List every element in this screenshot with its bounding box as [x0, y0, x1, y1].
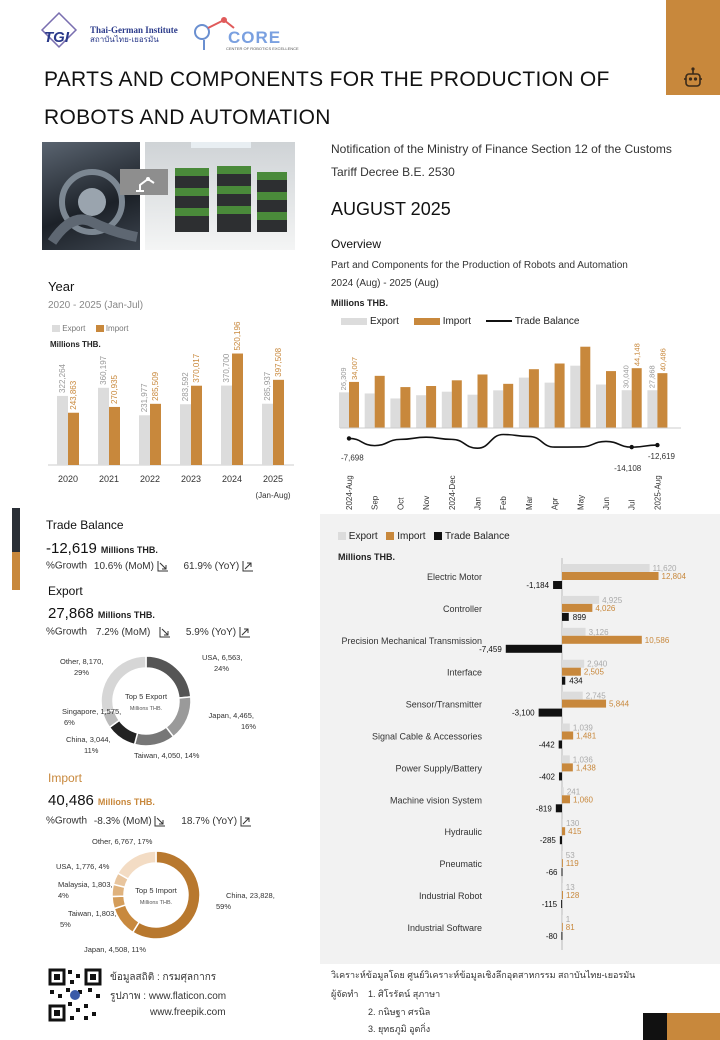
corner-badge	[666, 0, 720, 95]
label-taiwan: Taiwan, 4,050, 14%	[134, 751, 200, 760]
export-unit: Millions THB.	[97, 610, 155, 620]
core-logo-text: CORE	[228, 28, 282, 47]
label-balance-industrial-software: -80	[545, 931, 558, 941]
x-tick-Apr: Apr	[550, 497, 560, 510]
x-tick-May: May	[576, 494, 586, 510]
bar-import-hydraulic	[562, 827, 565, 835]
category-industrial-software: Industrial Software	[407, 922, 482, 933]
slice-other	[101, 656, 146, 713]
bar-export-2025-Aug	[647, 390, 657, 428]
bar-export-Mar	[519, 378, 529, 428]
category-sensor-transmitter: Sensor/Transmitter	[405, 699, 482, 710]
bar-export-Feb	[493, 390, 503, 428]
bar-balance-industrial-robot	[561, 900, 562, 908]
bar-export-2024-Aug	[339, 392, 349, 428]
bar-import-2023	[191, 386, 202, 465]
label-balance-2025-Aug: -12,619	[647, 452, 675, 462]
bar-import-controller	[562, 604, 592, 612]
label-balance-pneumatic: -66	[545, 868, 558, 878]
report-month: AUGUST 2025	[331, 199, 451, 219]
label-china-line1: China, 23,828,	[226, 891, 275, 900]
legend-export-swatch	[341, 318, 367, 325]
category-electric-motor: Electric Motor	[426, 572, 482, 582]
trend-down-icon	[157, 560, 169, 572]
export-partners-donut	[40, 648, 270, 768]
label-export-signal-cable-accessories: 1,039	[572, 723, 593, 733]
export-mom: 7.2% (MoM)	[95, 626, 151, 638]
bar-export-2022	[139, 415, 150, 465]
label-import-2021: 270,935	[110, 375, 119, 404]
x-tick-2022: 2022	[139, 474, 161, 484]
trend-up-icon	[239, 626, 251, 638]
label-export-2025: 285,937	[263, 371, 272, 401]
label-balance-sensor-transmitter: -3,100	[511, 708, 535, 718]
label-singapore-line2: 6%	[64, 718, 75, 727]
overview-subtitle-1: Part and Components for the Production of Robots and Automation	[331, 260, 628, 271]
label-export-machine-vision-system: 241	[566, 787, 581, 797]
category-interface: Interface	[446, 667, 482, 678]
label-taiwan-line1: Taiwan, 1,803,	[68, 909, 117, 918]
bar-export-Nov	[416, 395, 426, 428]
trade-balance-point-2024-Aug	[347, 436, 351, 440]
label-china-line1: China, 3,044,	[66, 735, 111, 744]
label-export-2022: 231,977	[140, 383, 149, 413]
bar-balance-precision-mechanical-transmission	[506, 645, 562, 653]
label-balance-controller: 899	[572, 612, 587, 622]
label-japan: Japan, 4,508, 11%	[84, 945, 146, 954]
bar-import-2024-Aug	[349, 382, 359, 428]
legend-import-label: Import	[442, 316, 472, 327]
label-import-industrial-robot: 128	[565, 891, 580, 900]
label-balance-interface: 434	[569, 676, 583, 686]
label-china-line2: 59%	[216, 902, 232, 911]
trade-balance-point-2025-Aug	[655, 443, 659, 447]
footer-image-credit-2: www.freepik.com	[150, 1007, 226, 1018]
trade-balance-growth-label: %Growth	[46, 560, 88, 572]
label-balance-electric-motor: -1,184	[526, 581, 550, 590]
bar-import-May	[580, 347, 590, 428]
trade-balance-growth	[46, 560, 254, 572]
monthly-trade-chart	[336, 332, 686, 512]
import-growth	[46, 815, 252, 827]
bar-import-2022	[150, 404, 161, 465]
year-legend	[52, 324, 129, 333]
products-legend-balance-label: Trade Balance	[444, 531, 510, 542]
bar-balance-electric-motor	[553, 581, 562, 589]
accent-bar-orange	[12, 552, 20, 590]
bar-balance-interface	[562, 677, 565, 685]
products-legend-export-label: Export	[348, 531, 378, 542]
label-export-industrial-software: 1	[565, 914, 571, 924]
label-export-2020: 322,264	[58, 364, 67, 393]
label-import-industrial-software: 81	[565, 922, 575, 932]
bar-import-Oct	[400, 387, 410, 428]
bar-export-industrial-software	[562, 915, 563, 923]
footer-block-dark	[643, 1013, 667, 1040]
bar-import-Apr	[555, 364, 565, 428]
year-legend-import-swatch	[96, 325, 104, 332]
label-other: Other, 6,767, 17%	[92, 837, 153, 846]
svg-text:TGI: TGI	[44, 29, 69, 46]
export-value: 27,868	[48, 605, 94, 622]
bar-balance-power-supply-battery	[559, 772, 562, 780]
bar-export-machine-vision-system	[562, 787, 564, 795]
core-subtitle: CENTER OF ROBOTICS EXCELLENCE	[226, 46, 299, 51]
bar-import-Nov	[426, 386, 436, 428]
label-import-machine-vision-system: 1,060	[572, 795, 594, 805]
legend-balance-label: Trade Balance	[514, 316, 580, 327]
label-import-hydraulic: 415	[568, 827, 582, 837]
category-industrial-robot: Industrial Robot	[418, 891, 482, 901]
import-donut-center-title: Top 5 Import	[135, 886, 177, 895]
bar-import-2025-Aug	[657, 373, 667, 428]
bar-export-Sep	[365, 393, 375, 428]
bar-export-Apr	[545, 383, 555, 428]
bar-import-precision-mechanical-transmission	[562, 636, 642, 644]
x-tick-Feb: Feb	[499, 496, 509, 510]
label-balance-signal-cable-accessories: -442	[538, 740, 555, 750]
slice-other	[118, 851, 156, 879]
bar-import-signal-cable-accessories	[562, 732, 573, 740]
label-export-industrial-robot: 13	[565, 883, 575, 892]
label-import-2025: 397,508	[274, 347, 283, 377]
x-tick-2023: 2023	[180, 474, 202, 484]
label-balance-industrial-robot: -115	[541, 900, 558, 909]
label-japan-line1: Japan, 4,465,	[208, 711, 254, 720]
x-tick-Oct: Oct	[396, 497, 406, 510]
label-export-2024: 370,700	[222, 353, 231, 383]
bar-export-2020	[57, 396, 68, 465]
bar-balance-signal-cable-accessories	[559, 741, 562, 749]
bar-export-signal-cable-accessories	[562, 724, 570, 732]
footer-producer-1: 1. ศิโรรัตน์ สุภาษา	[368, 989, 441, 999]
bar-export-2025	[262, 404, 273, 465]
export-donut-center-unit: Millions THB.	[129, 706, 163, 712]
label-import-2025-Aug: 40,486	[658, 348, 668, 372]
accent-bar-dark	[12, 508, 20, 552]
overview-legend	[341, 316, 579, 327]
trade-balance-yoy: 61.9% (YoY)	[183, 560, 240, 572]
label-usa-line2: 24%	[214, 664, 230, 673]
import-donut-center-unit: Millions THB.	[139, 900, 173, 906]
bar-export-Jan	[468, 395, 478, 428]
trade-balance-heading: Trade Balance	[46, 518, 124, 532]
products-legend	[338, 531, 510, 542]
label-other-line2: 29%	[74, 668, 90, 677]
label-balance-precision-mechanical-transmission: -7,459	[479, 644, 502, 654]
import-row	[48, 792, 155, 810]
products-chart	[320, 558, 720, 958]
label-taiwan-line2: 5%	[60, 920, 71, 929]
bar-import-Sep	[375, 376, 385, 428]
bar-import-2020	[68, 413, 79, 465]
label-singapore-line1: Singapore, 1,575,	[62, 707, 122, 716]
label-export-sensor-transmitter: 2,745	[585, 691, 606, 701]
label-export-power-supply-battery: 1,036	[572, 755, 593, 765]
label-export-interface: 2,940	[587, 659, 608, 669]
import-yoy: 18.7% (YoY)	[181, 815, 238, 827]
bar-import-Jun	[606, 371, 616, 428]
trade-balance-line	[349, 435, 657, 449]
label-malaysia-line2: 4%	[58, 891, 69, 900]
bar-export-industrial-robot	[562, 883, 563, 891]
label-balance-machine-vision-system: -819	[535, 804, 552, 814]
trend-up-icon	[242, 560, 254, 572]
bar-export-controller	[562, 596, 599, 604]
x-tick-Sep: Sep	[370, 495, 380, 510]
label-malaysia-line1: Malaysia, 1,803,	[58, 880, 113, 889]
products-panel	[320, 514, 720, 964]
bar-export-precision-mechanical-transmission	[562, 628, 586, 636]
year-range: 2020 - 2025 (Jan-Jul)	[48, 300, 144, 311]
label-balance-hydraulic: -285	[539, 836, 556, 846]
bar-import-Jan	[478, 374, 488, 428]
bar-balance-hydraulic	[560, 836, 562, 844]
label-other-line1: Other, 8,170,	[60, 657, 104, 666]
bar-import-machine-vision-system	[562, 795, 570, 803]
bar-import-pneumatic	[562, 859, 563, 867]
label-export-controller: 4,925	[602, 595, 623, 605]
core-logo	[190, 12, 299, 52]
import-growth-label: %Growth	[46, 815, 88, 827]
qr-code	[48, 968, 102, 1022]
bar-export-hydraulic	[562, 819, 563, 827]
bar-export-Jul	[622, 390, 632, 428]
category-pneumatic: Pneumatic	[439, 859, 482, 870]
slice-japan	[166, 697, 191, 737]
x-tick-Jul: Jul	[627, 499, 637, 510]
export-yoy: 5.9% (YoY)	[185, 626, 237, 638]
label-balance-power-supply-battery: -402	[538, 772, 555, 782]
category-machine-vision-system: Machine vision System	[389, 795, 482, 806]
bar-import-industrial-software	[562, 923, 563, 931]
year-legend-export-label: Export	[62, 324, 86, 333]
footer-analysis: วิเคราะห์ข้อมูลโดย ศูนย์วิเคราะห์ข้อมูลเชิงลึกอุตสาหกรรม สถาบันไทย-เยอรมัน	[331, 970, 636, 980]
footer-producer-2: 2. กนิษฐา ศรนิล	[368, 1007, 431, 1017]
bar-import-2024	[232, 354, 243, 465]
overview-subtitle-2: 2024 (Aug) - 2025 (Aug)	[331, 278, 439, 289]
category-controller: Controller	[442, 603, 482, 614]
x-tick-Mar: Mar	[524, 496, 534, 510]
page-title-line-1: PARTS AND COMPONENTS FOR THE PRODUCTION OF	[44, 68, 610, 91]
bar-export-electric-motor	[562, 564, 650, 572]
label-export-precision-mechanical-transmission: 3,126	[588, 627, 609, 637]
tgi-logo	[42, 16, 86, 50]
legend-export-label: Export	[370, 316, 399, 327]
footer-image-credit: รูปภาพ : www.flaticon.com	[110, 991, 227, 1002]
robot-arm-icon	[120, 169, 168, 195]
label-import-2024-Aug: 34,007	[350, 356, 359, 380]
institute-name-en: Thai-German Institute	[90, 25, 178, 35]
x-tick-2024-Dec: 2024-Dec	[447, 475, 457, 510]
trade-balance-mom: 10.6% (MoM)	[93, 560, 154, 572]
category-precision-mechanical-transmission: Precision Mechanical Transmission	[341, 635, 482, 646]
notification-line-2: Tariff Decree B.E. 2530	[331, 165, 455, 179]
trend-up-icon	[240, 815, 252, 827]
page-title-line-2: ROBOTS AND AUTOMATION	[44, 106, 331, 129]
bar-import-2024-Dec	[452, 380, 462, 428]
export-row	[48, 605, 155, 623]
label-import-pneumatic: 119	[565, 859, 579, 869]
year-unit: Millions THB.	[50, 340, 101, 349]
import-partners-donut	[40, 832, 280, 962]
x-tick-Jun: Jun	[602, 497, 611, 510]
label-balance-Jul: -14,108	[614, 464, 642, 474]
notification-line-1: Notification of the Ministry of Finance Section 12 of the Customs	[331, 142, 672, 156]
bar-import-Mar	[529, 369, 539, 428]
bar-export-pneumatic	[562, 851, 563, 859]
label-import-controller: 4,026	[595, 603, 616, 613]
footer-block-orange	[667, 1013, 720, 1040]
bar-import-2025	[273, 380, 284, 465]
footer-producers-label: ผู้จัดทำ	[331, 989, 359, 999]
bar-import-industrial-robot	[562, 891, 563, 899]
products-unit: Millions THB.	[338, 552, 395, 562]
category-power-supply-battery: Power Supply/Battery	[395, 763, 482, 774]
footer-producer-3: 3. ยุทธภูมิ อูตกิ่ง	[368, 1024, 431, 1034]
bar-balance-industrial-software	[561, 932, 562, 940]
products-legend-balance-swatch	[434, 532, 442, 540]
label-export-2025-Aug: 27,868	[647, 365, 657, 389]
year-legend-export-swatch	[52, 325, 60, 332]
x-tick-Jan: Jan	[473, 497, 483, 510]
x-tick-2024-Aug: 2024-Aug	[345, 475, 354, 510]
import-heading: Import	[48, 771, 83, 785]
bar-export-2023	[180, 404, 191, 465]
label-balance-2024-Aug: -7,698	[341, 453, 364, 463]
bar-export-2024-Dec	[442, 392, 452, 428]
label-usa: USA, 1,776, 4%	[56, 862, 110, 871]
export-donut-center-title: Top 5 Export	[124, 692, 168, 701]
bar-import-power-supply-battery	[562, 763, 573, 771]
label-export-2021: 360,197	[99, 355, 108, 385]
slice-taiwan	[135, 727, 174, 746]
x-tick-Nov: Nov	[422, 495, 432, 510]
robot-arm-photo	[42, 142, 140, 250]
category-hydraulic: Hydraulic	[444, 827, 482, 838]
label-china-line2: 11%	[84, 746, 99, 755]
legend-import-swatch	[414, 318, 440, 325]
products-legend-import-label: Import	[397, 531, 426, 542]
legend-balance-line	[486, 320, 512, 322]
bar-export-power-supply-battery	[562, 755, 570, 763]
label-import-interface: 2,505	[583, 667, 604, 677]
bar-import-electric-motor	[562, 572, 659, 580]
x-tick-2020: 2020	[57, 474, 79, 484]
bar-export-sensor-transmitter	[562, 692, 583, 700]
year-heading: Year	[48, 279, 75, 294]
x-tick-note-2025: (Jan-Aug)	[255, 491, 291, 500]
label-import-2023: 370,017	[192, 353, 201, 383]
trade-balance-value: -12,619	[46, 540, 97, 557]
label-import-electric-motor: 12,804	[661, 572, 686, 581]
bar-import-sensor-transmitter	[562, 700, 606, 708]
trend-down-icon	[159, 626, 171, 638]
bar-balance-sensor-transmitter	[539, 709, 562, 717]
import-value: 40,486	[48, 792, 94, 809]
farm-robot-photo	[145, 142, 295, 250]
overview-heading: Overview	[331, 237, 382, 251]
bar-export-Jun	[596, 385, 606, 428]
overview-unit: Millions THB.	[331, 298, 388, 308]
export-heading: Export	[48, 584, 83, 598]
bar-import-Jul	[632, 368, 642, 428]
x-tick-2025-Aug: 2025-Aug	[653, 475, 663, 510]
label-export-2024-Aug: 26,309	[339, 367, 348, 391]
x-tick-2021: 2021	[98, 474, 120, 484]
label-export-hydraulic: 130	[565, 819, 580, 829]
label-export-Jul: 30,040	[621, 365, 631, 389]
label-export-2023: 283,592	[181, 372, 190, 402]
bar-export-2024	[221, 386, 232, 465]
bar-balance-controller	[562, 613, 569, 621]
bar-export-2021	[98, 388, 109, 465]
label-import-power-supply-battery: 1,438	[575, 763, 596, 773]
label-import-2024: 520,196	[233, 321, 242, 351]
label-export-electric-motor: 11,620	[652, 564, 677, 573]
products-legend-export-swatch	[338, 532, 346, 540]
import-mom: -8.3% (MoM)	[93, 815, 152, 827]
slice-japan	[114, 905, 139, 932]
bar-import-Feb	[503, 384, 513, 428]
trade-balance-point-Jul	[630, 445, 634, 449]
trade-balance-unit: Millions THB.	[100, 545, 158, 555]
label-import-2020: 243,863	[69, 380, 78, 410]
year-legend-import-label: Import	[105, 324, 129, 333]
bar-export-May	[570, 366, 580, 428]
bar-import-2021	[109, 407, 120, 465]
import-unit: Millions THB.	[97, 797, 155, 807]
trend-down-icon	[154, 815, 166, 827]
export-growth	[46, 626, 251, 638]
label-import-precision-mechanical-transmission: 10,586	[644, 635, 670, 645]
label-import-Jul: 44,148	[632, 343, 642, 367]
category-signal-cable-accessories: Signal Cable & Accessories	[371, 731, 482, 742]
x-tick-2025: 2025	[262, 474, 284, 484]
footer-source: ข้อมูลสถิติ : กรมศุลกากร	[110, 972, 217, 983]
label-import-sensor-transmitter: 5,844	[609, 699, 630, 709]
robot-head-icon	[683, 66, 703, 88]
label-japan-line2: 16%	[240, 722, 256, 731]
bar-export-interface	[562, 660, 584, 668]
label-export-pneumatic: 53	[565, 851, 575, 861]
x-tick-2024: 2024	[221, 474, 243, 484]
bar-import-interface	[562, 668, 581, 676]
label-import-2022: 285,509	[151, 371, 160, 401]
label-import-signal-cable-accessories: 1,481	[576, 731, 597, 741]
label-usa-line1: USA, 6,563,	[202, 653, 243, 662]
export-growth-label: %Growth	[46, 626, 88, 638]
bar-export-Oct	[390, 398, 400, 428]
bar-balance-pneumatic	[562, 868, 563, 876]
products-legend-import-swatch	[386, 532, 394, 540]
trade-balance-row	[46, 540, 158, 558]
bar-balance-machine-vision-system	[556, 804, 562, 812]
institute-name-th: สถาบันไทย-เยอรมัน	[90, 35, 159, 44]
